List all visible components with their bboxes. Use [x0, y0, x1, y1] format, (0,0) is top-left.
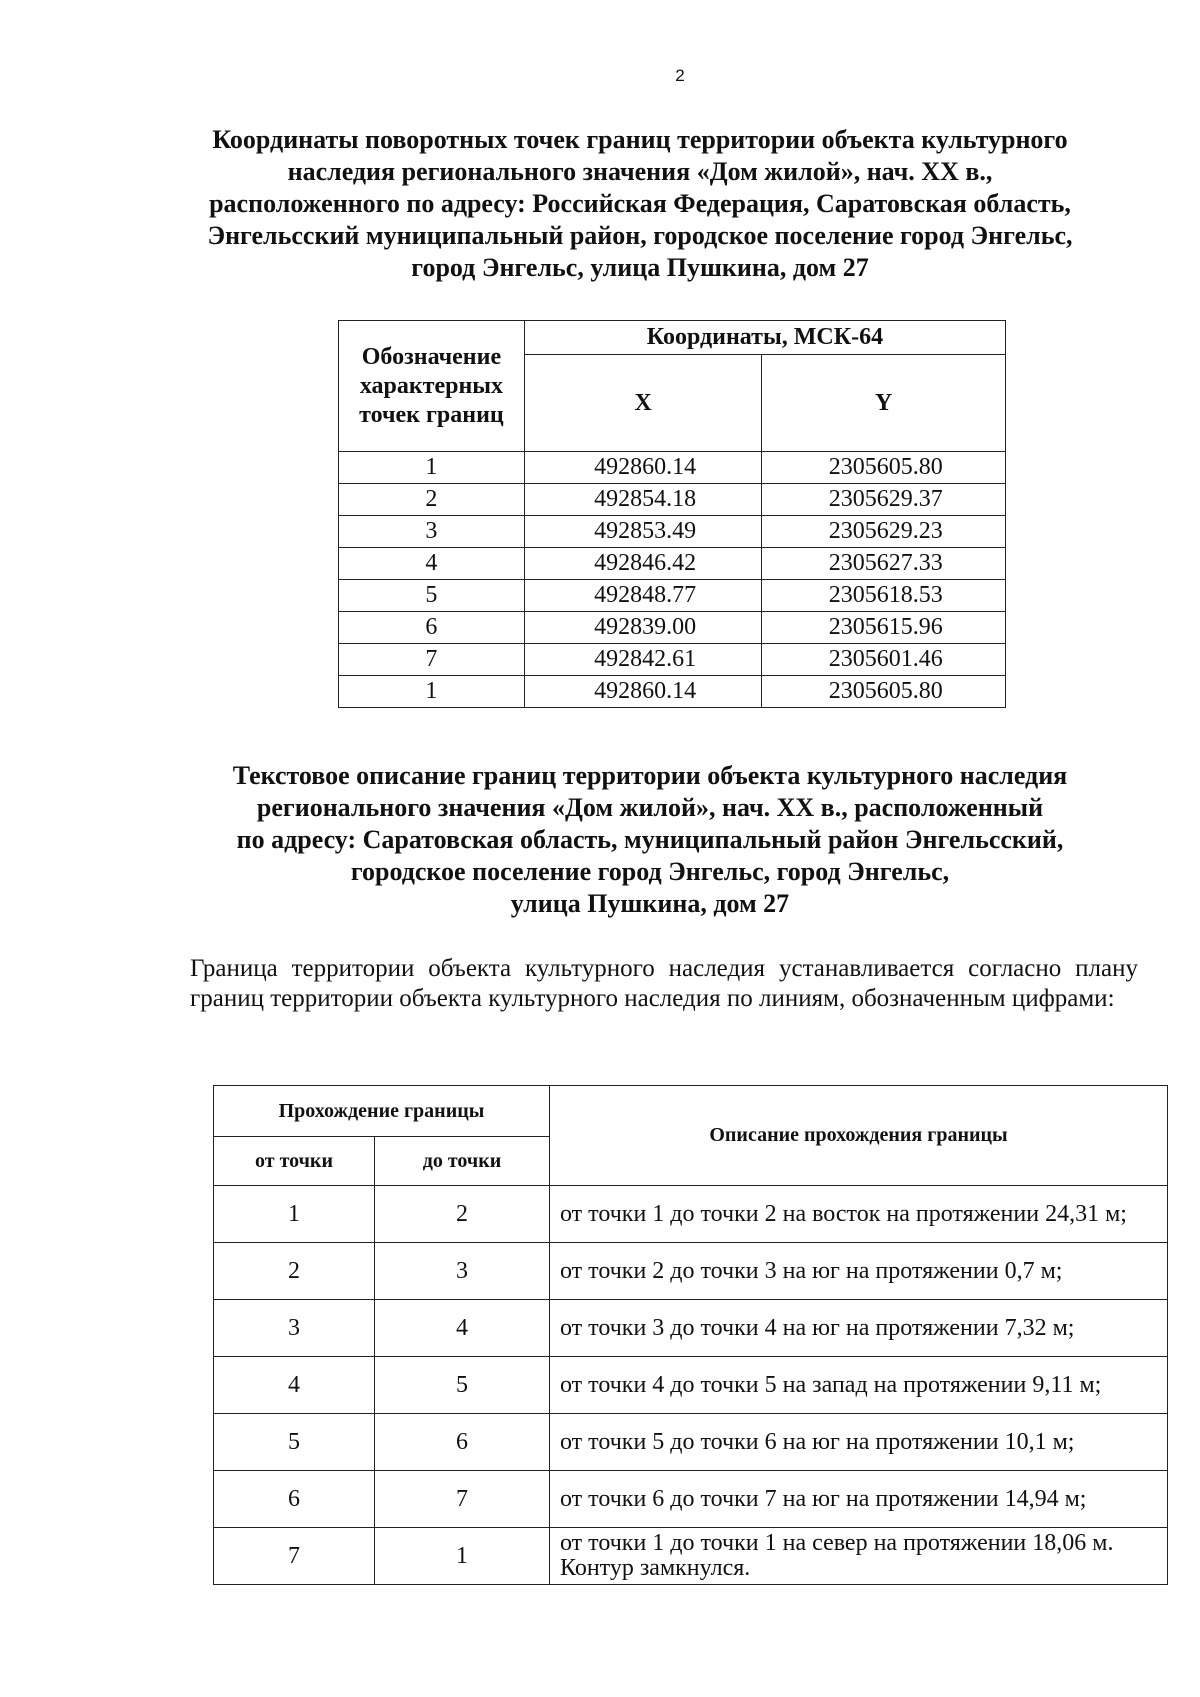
to-point-cell: 4	[375, 1300, 550, 1357]
to-point-header: до точки	[375, 1137, 550, 1186]
to-point-cell: 3	[375, 1243, 550, 1300]
to-point-cell: 1	[375, 1528, 550, 1585]
table-row	[339, 484, 1006, 516]
title-line: Координаты поворотных точек границ территории объекта культурного	[212, 125, 1068, 154]
table-row	[339, 548, 1006, 580]
title-line: наследия регионального значения «Дом жилой», нач. XX в.,	[287, 157, 993, 186]
y-cell: 2305627.33	[762, 548, 1006, 580]
y-header: Y	[762, 355, 1006, 452]
description-cell: от точки 1 до точки 2 на восток на протяжении 24,31 м;	[550, 1186, 1168, 1243]
table-row	[339, 644, 1006, 676]
to-point-cell: 6	[375, 1414, 550, 1471]
title-line: городское поселение город Энгельс, город Энгельс,	[350, 857, 950, 886]
coordinates-header: Координаты, МСК-64	[524, 321, 1005, 355]
from-point-cell: 6	[214, 1471, 375, 1528]
point-cell: 2	[339, 484, 525, 516]
route-header: Прохождение границы	[214, 1086, 550, 1137]
title-line: расположенного по адресу: Российская Федерация, Саратовская область,	[209, 189, 1071, 218]
intro-paragraph: Граница территории объекта культурного наследия устанавливается согласно плану границ территории объекта культурного наследия по линиям, обозначенным цифрами:	[190, 955, 1138, 1012]
x-cell: 492853.49	[524, 516, 762, 548]
table-row	[214, 1471, 1168, 1528]
table-row	[214, 1300, 1168, 1357]
point-cell: 7	[339, 644, 525, 676]
description-cell: от точки 2 до точки 3 на юг на протяжении 0,7 м;	[550, 1243, 1168, 1300]
x-header: X	[524, 355, 762, 452]
point-cell: 5	[339, 580, 525, 612]
point-cell: 1	[339, 452, 525, 484]
y-cell: 2305601.46	[762, 644, 1006, 676]
x-cell: 492842.61	[524, 644, 762, 676]
page-number: 2	[675, 66, 685, 85]
description-cell: от точки 3 до точки 4 на юг на протяжении 7,32 м;	[550, 1300, 1168, 1357]
title-line: Энгельсский муниципальный район, городское поселение город Энгельс,	[207, 221, 1073, 250]
description-cell: от точки 6 до точки 7 на юг на протяжении 14,94 м;	[550, 1471, 1168, 1528]
description-cell: от точки 1 до точки 1 на север на протяжении 18,06 м. Контур замкнулся.	[550, 1528, 1168, 1585]
x-cell: 492848.77	[524, 580, 762, 612]
x-cell: 492860.14	[524, 676, 762, 708]
table-row	[339, 580, 1006, 612]
table-row	[339, 516, 1006, 548]
point-cell: 6	[339, 612, 525, 644]
x-cell: 492839.00	[524, 612, 762, 644]
boundary-route-table	[213, 1085, 1168, 1585]
title-line: улица Пушкина, дом 27	[510, 889, 790, 918]
to-point-cell: 7	[375, 1471, 550, 1528]
title-line: Текстовое описание границ территории объекта культурного наследия	[232, 761, 1068, 790]
title-line: регионального значения «Дом жилой», нач. XX в., расположенный	[256, 793, 1044, 822]
point-designation-header: Обозначение характерных точек границ	[339, 321, 525, 452]
from-point-cell: 1	[214, 1186, 375, 1243]
table-row	[214, 1528, 1168, 1585]
from-point-cell: 5	[214, 1414, 375, 1471]
y-cell: 2305615.96	[762, 612, 1006, 644]
coordinates-body	[339, 452, 1006, 708]
table-row	[339, 452, 1006, 484]
point-cell: 4	[339, 548, 525, 580]
title-line: по адресу: Саратовская область, муниципальный район Энгельсский,	[236, 825, 1064, 854]
from-point-cell: 4	[214, 1357, 375, 1414]
y-cell: 2305605.80	[762, 452, 1006, 484]
y-cell: 2305629.23	[762, 516, 1006, 548]
coordinates-table	[338, 320, 1006, 708]
to-point-cell: 5	[375, 1357, 550, 1414]
description-title	[200, 760, 1100, 920]
coordinates-title	[190, 124, 1090, 284]
table-row	[339, 612, 1006, 644]
y-cell: 2305605.80	[762, 676, 1006, 708]
y-cell: 2305618.53	[762, 580, 1006, 612]
title-line: город Энгельс, улица Пушкина, дом 27	[411, 253, 869, 282]
from-point-cell: 7	[214, 1528, 375, 1585]
table-row	[339, 676, 1006, 708]
table-row	[214, 1243, 1168, 1300]
y-cell: 2305629.37	[762, 484, 1006, 516]
from-point-cell: 3	[214, 1300, 375, 1357]
x-cell: 492854.18	[524, 484, 762, 516]
table-row	[214, 1357, 1168, 1414]
to-point-cell: 2	[375, 1186, 550, 1243]
from-point-cell: 2	[214, 1243, 375, 1300]
table-row	[214, 1186, 1168, 1243]
from-point-header: от точки	[214, 1137, 375, 1186]
description-cell: от точки 5 до точки 6 на юг на протяжении 10,1 м;	[550, 1414, 1168, 1471]
description-header: Описание прохождения границы	[550, 1086, 1168, 1186]
point-cell: 3	[339, 516, 525, 548]
description-cell: от точки 4 до точки 5 на запад на протяжении 9,11 м;	[550, 1357, 1168, 1414]
x-cell: 492860.14	[524, 452, 762, 484]
route-body	[214, 1186, 1168, 1585]
table-row	[214, 1414, 1168, 1471]
x-cell: 492846.42	[524, 548, 762, 580]
point-cell: 1	[339, 676, 525, 708]
